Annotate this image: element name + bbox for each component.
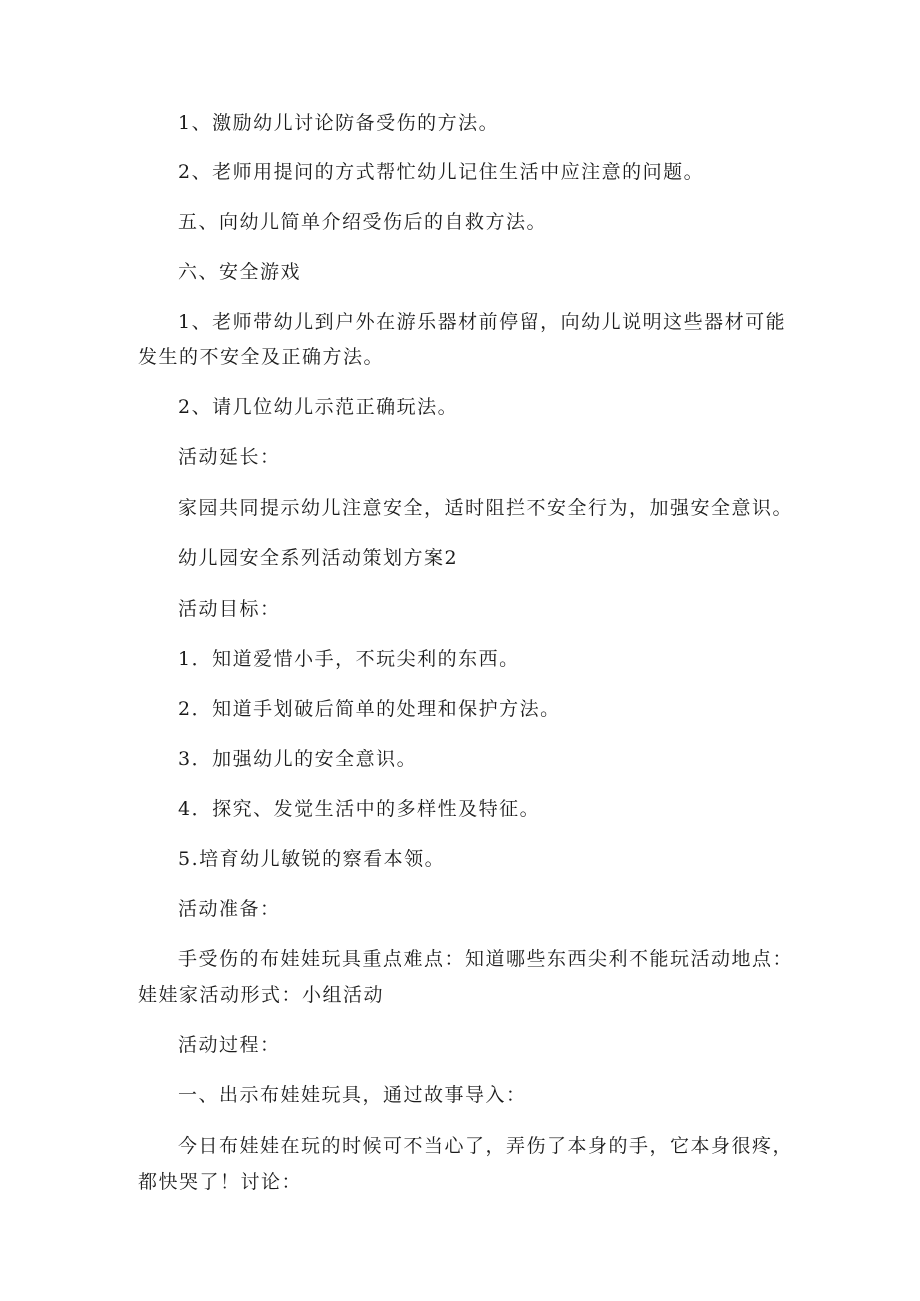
paragraph-self-rescue: 五、向幼儿简单介绍受伤后的自救方法。 [178,211,548,233]
heading-activity-preparation: 活动准备： [178,898,281,920]
goal-item-4: 4．探究、发觉生活中的多样性及特征。 [178,798,541,820]
paragraph-home-school: 家园共同提示幼儿注意安全，适时阻拦不安全行为，加强安全意识。 [178,497,794,519]
paragraph-preparation-line1: 手受伤的布娃娃玩具重点难点：知道哪些东西尖利不能玩活动地点： [178,948,794,970]
paragraph-story-intro: 一、出示布娃娃玩具，通过故事导入： [178,1084,527,1106]
heading-safety-game: 六、安全游戏 [178,261,302,283]
goal-item-1: 1．知道爱惜小手，不玩尖利的东西。 [178,648,520,670]
paragraph-outdoor-equipment-line2: 发生的不安全及正确方法。 [138,346,385,368]
heading-activity-goals: 活动目标： [178,598,281,620]
heading-plan-2: 幼儿园安全系列活动策划方案2 [178,547,459,569]
goal-item-2: 2．知道手划破后简单的处理和保护方法。 [178,698,561,720]
paragraph-preparation-line2: 娃娃家活动形式：小组活动 [138,984,385,1006]
heading-activity-process: 活动过程： [178,1034,281,1056]
heading-activity-extension: 活动延长： [178,446,281,468]
paragraph-question-method: 2、老师用提问的方式帮忙幼儿记住生活中应注意的问题。 [178,161,705,183]
paragraph-story-line1: 今日布娃娃在玩的时候可不当心了，弄伤了本身的手，它本身很疼， [178,1135,794,1157]
paragraph-outdoor-equipment-line1: 1、老师带幼儿到户外在游乐器材前停留，向幼儿说明这些器材可能 [178,311,787,333]
paragraph-demonstration: 2、请几位幼儿示范正确玩法。 [178,396,459,418]
goal-item-3: 3．加强幼儿的安全意识。 [178,748,418,770]
goal-item-5: 5.培育幼儿敏锐的察看本领。 [178,848,446,870]
paragraph-story-line2: 都快哭了！讨论： [138,1171,303,1193]
paragraph-prevention-discussion: 1、激励幼儿讨论防备受伤的方法。 [178,112,500,134]
